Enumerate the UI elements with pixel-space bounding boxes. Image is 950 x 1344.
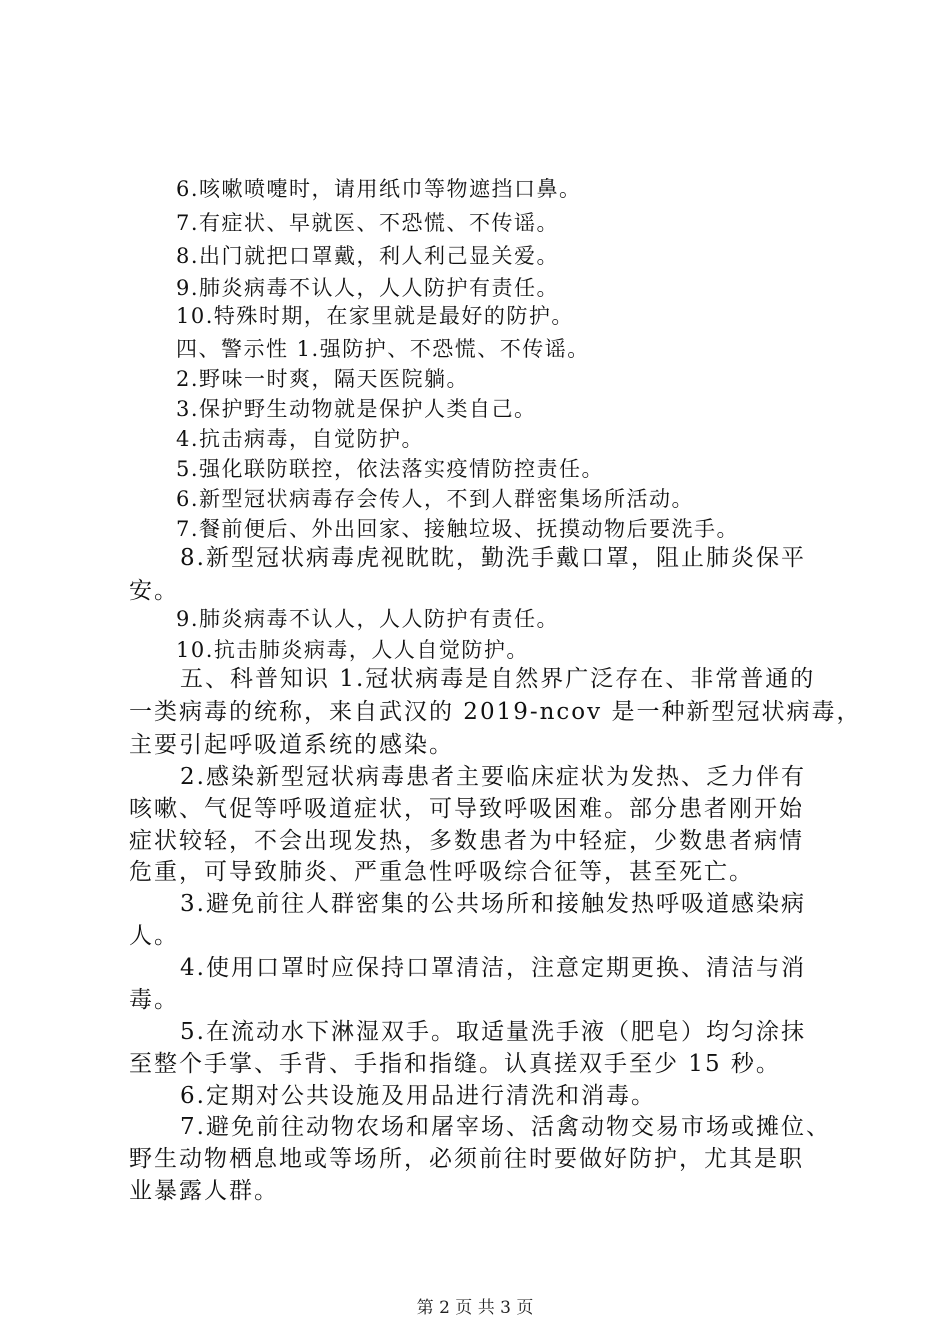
text-line: 5.强化联防联控，依法落实疫情防控责任。: [176, 457, 605, 481]
text-line: 五、科普知识 1.冠状病毒是自然界广泛存在、非常普通的: [180, 666, 816, 692]
text-line: 10.抗击肺炎病毒，人人自觉防护。: [176, 638, 529, 662]
text-line: 3.保护野生动物就是保护人类自己。: [176, 397, 537, 421]
text-line: 5.在流动水下淋湿双手。取适量洗手液（肥皂）均匀涂抹: [180, 1019, 806, 1045]
text-line: 6.咳嗽喷嚏时，请用纸巾等物遮挡口鼻。: [176, 177, 582, 201]
text-line: 安。: [129, 578, 179, 604]
text-line: 6.定期对公共设施及用品进行清洗和消毒。: [180, 1083, 656, 1109]
text-line: 7.有症状、早就医、不恐慌、不传谣。: [176, 211, 560, 235]
text-line: 毒。: [129, 987, 179, 1013]
text-line: 危重，可导致肺炎、严重急性呼吸综合征等，甚至死亡。: [129, 859, 754, 885]
text-line: 咳嗽、气促等呼吸道症状，可导致呼吸困难。部分患者刚开始: [129, 796, 804, 822]
text-line: 症状较轻，不会出现发热，多数患者为中轻症，少数患者病情: [129, 828, 804, 854]
text-line: 至整个手掌、手背、手指和指缝。认真搓双手至少 15 秒。: [129, 1051, 781, 1077]
text-line: 7.餐前便后、外出回家、接触垃圾、抚摸动物后要洗手。: [176, 517, 740, 541]
text-line: 4.使用口罩时应保持口罩清洁，注意定期更换、清洁与消: [180, 955, 806, 981]
page-number-footer: 第 2 页 共 3 页: [416, 1298, 534, 1318]
text-line: 野生动物栖息地或等场所，必须前往时要做好防护，尤其是职: [129, 1146, 804, 1172]
text-line: 一类病毒的统称，来自武汉的 2019-ncov 是一种新型冠状病毒，: [129, 699, 862, 725]
text-line: 8.新型冠状病毒虎视眈眈，勤洗手戴口罩，阻止肺炎保平: [180, 545, 806, 571]
text-line: 四、警示性 1.强防护、不恐慌、不传谣。: [176, 337, 590, 361]
text-line: 7.避免前往动物农场和屠宰场、活禽动物交易市场或摊位、: [180, 1114, 831, 1140]
text-line: 6.新型冠状病毒存会传人，不到人群密集场所活动。: [176, 487, 695, 511]
text-line: 8.出门就把口罩戴，利人利己显关爱。: [176, 244, 560, 268]
text-line: 9.肺炎病毒不认人，人人防护有责任。: [176, 607, 560, 631]
text-line: 4.抗击病毒，自觉防护。: [176, 427, 425, 451]
text-line: 业暴露人群。: [129, 1178, 279, 1204]
text-line: 9.肺炎病毒不认人，人人防护有责任。: [176, 276, 560, 300]
text-line: 10.特殊时期，在家里就是最好的防护。: [176, 304, 574, 328]
text-line: 人。: [129, 923, 179, 949]
text-line: 2.感染新型冠状病毒患者主要临床症状为发热、乏力伴有: [180, 764, 806, 790]
text-line: 主要引起呼吸道系统的感染。: [129, 732, 454, 758]
text-line: 3.避免前往人群密集的公共场所和接触发热呼吸道感染病: [180, 891, 806, 917]
text-line: 2.野味一时爽，隔天医院躺。: [176, 367, 470, 391]
